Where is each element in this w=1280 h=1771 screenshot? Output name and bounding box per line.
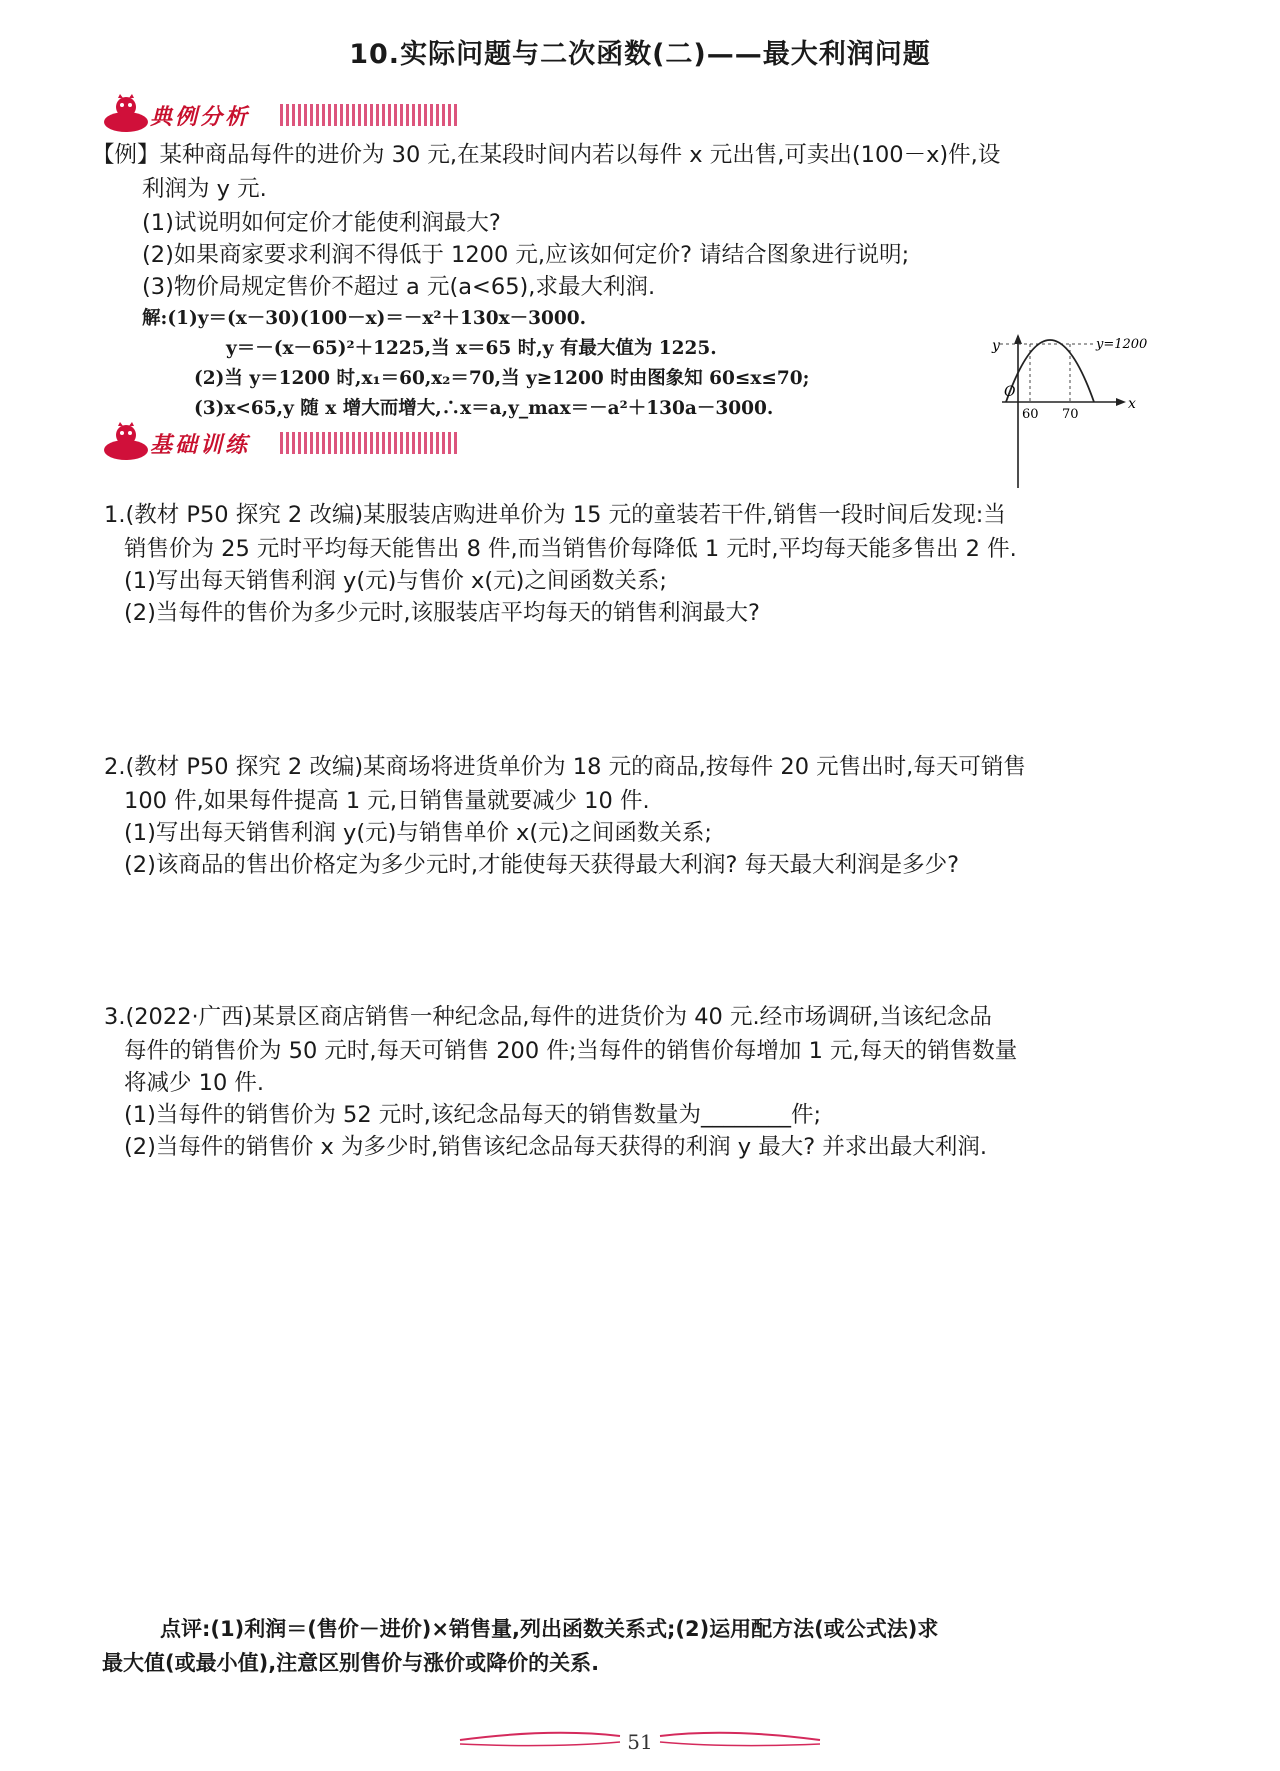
problem1-question-2: (2)当每件的售价为多少元时,该服装店平均每天的销售利润最大? [124,600,760,626]
problem2-question-1: (1)写出每天销售利润 y(元)与销售单价 x(元)之间函数关系; [124,820,713,846]
example-question-2: (2)如果商家要求利润不得低于 1200 元,应该如何定价? 请结合图象进行说明; [142,242,910,268]
example-question-1: (1)试说明如何定价才能使利润最大? [142,210,501,236]
problem3-line-1: 3.(2022·广西)某景区商店销售一种纪念品,每件的进货价为 40 元.经市场调研,当该纪念品 [104,1004,992,1030]
example-line-1: 【例】某种商品每件的进价为 30 元,在某段时间内若以每件 x 元出售,可卖出(100－x)件,设 [92,142,1001,168]
page-number: 51 [627,1730,653,1754]
hline-label: y=1200 [1096,337,1148,352]
remark-line-1: 点评:(1)利润＝(售价－进价)×销售量,列出函数关系式;(2)运用配方法(或公式法)求 [160,1617,939,1641]
solution-line-2: y＝－(x－65)²＋1225,当 x＝65 时,y 有最大值为 1225. [226,338,717,359]
page-title: 10.实际问题与二次函数(二)——最大利润问题 [349,39,931,70]
x-axis-arrow [1116,398,1126,406]
section-banner-example [100,92,420,136]
solution-line-4: (3)x<65,y 随 x 增大而增大,∴x＝a,y_max＝－a²＋130a－3000. [194,398,774,419]
mascot-icon [100,94,148,134]
mascot-icon [100,422,148,462]
section-label: 典例分析 [150,105,251,130]
problem2-question-2: (2)该商品的售出价格定为多少元时,才能使每天获得最大利润? 每天最大利润是多少? [124,852,960,878]
problem1-question-1: (1)写出每天销售利润 y(元)与售价 x(元)之间函数关系; [124,568,668,594]
solution-line-1: 解:(1)y＝(x－30)(100－x)＝－x²＋130x－3000. [142,308,587,329]
problem1-line-2: 销售价为 25 元时平均每天能售出 8 件,而当销售价每降低 1 元时,平均每天能多售出 2 件. [124,536,1017,562]
problem3-line-3: 将减少 10 件. [124,1070,265,1096]
example-line-2: 利润为 y 元. [142,176,267,202]
parabola-curve [1006,340,1094,402]
y-axis-label: y [992,338,1000,354]
section-banner-practice [100,420,420,464]
problem2-line-2: 100 件,如果每件提高 1 元,日销售量就要减少 10 件. [124,788,650,814]
tick-70-label: 70 [1062,407,1079,422]
parabola-graph [990,330,1190,490]
problem3-question-1: (1)当每件的销售价为 52 元时,该纪念品每天的销售数量为________件; [124,1102,822,1128]
problem2-line-1: 2.(教材 P50 探究 2 改编)某商场将进货单价为 18 元的商品,按每件 20 元售出时,每天可销售 [104,754,1026,780]
problem1-line-1: 1.(教材 P50 探究 2 改编)某服装店购进单价为 15 元的童装若干件,销售一段时间后发现:当 [104,502,1006,528]
section-label: 基础训练 [150,433,251,458]
problem3-question-2: (2)当每件的销售价 x 为多少时,销售该纪念品每天获得的利润 y 最大? 并求出最大利润. [124,1134,988,1160]
tick-60-label: 60 [1022,407,1039,422]
solution-line-3: (2)当 y＝1200 时,x₁＝60,x₂＝70,当 y≥1200 时由图象知 60≤x≤70; [194,368,810,389]
y-axis-arrow [1014,334,1022,344]
example-question-3: (3)物价局规定售价不超过 a 元(a<65),求最大利润. [142,274,656,300]
decorative-stripes [280,104,460,126]
remark-line-2: 最大值(或最小值),注意区别售价与涨价或降价的关系. [102,1651,600,1675]
problem3-line-2: 每件的销售价为 50 元时,每天可销售 200 件;当每件的销售价每增加 1 元,每天的销售数量 [124,1038,1018,1064]
decorative-stripes [280,432,460,454]
origin-label: O [1004,384,1016,400]
x-axis-label: x [1128,396,1136,412]
